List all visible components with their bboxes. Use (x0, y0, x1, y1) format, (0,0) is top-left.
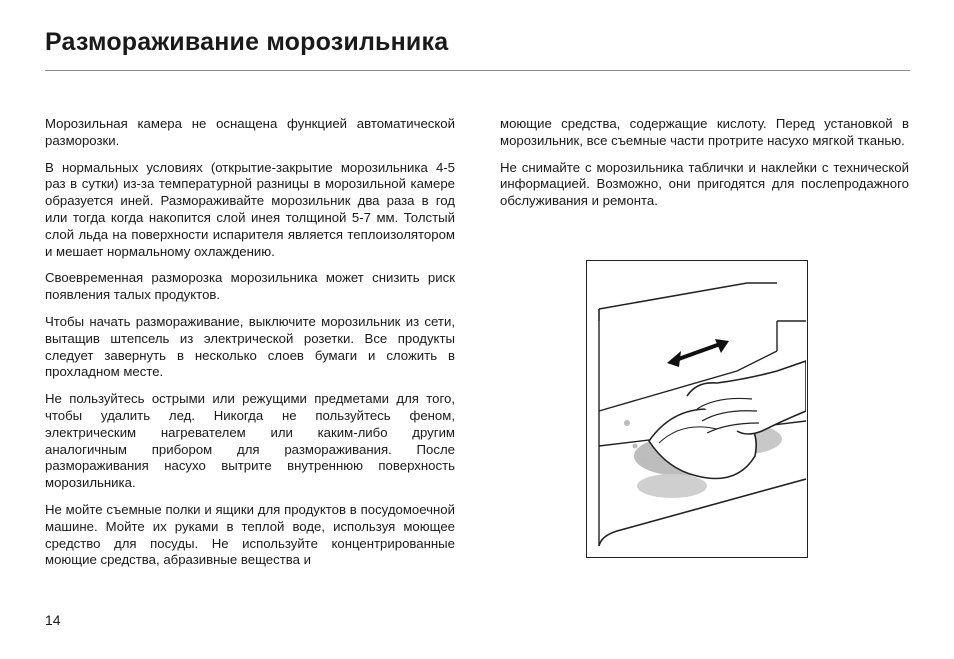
paragraph: Не мойте съемные полки и ящики для продуктов в посудомоечной машине. Мойте их руками в теплой воде, используя моющее средство для посуды. Не используйте концентрированные моющие средства, абразивные вещества и (45, 501, 455, 568)
page-title: Размораживание морозильника (45, 28, 449, 56)
paragraph: Не пользуйтесь острыми или режущими предметами для того, чтобы удалить лед. Никогда не пользуйтесь феном, электрическим нагревателем или каким-либо другим аналогичным прибором для размораживания. После размораживания насухо вытрите внутреннюю поверхность морозильника. (45, 391, 455, 491)
page-number: 14 (45, 612, 61, 628)
paragraph: моющие средства, содержащие кислоту. Перед установкой в морозильник, все съемные части протрите насухо мягкой тканью. (500, 116, 909, 148)
paragraph: Морозильная камера не оснащена функцией автоматической разморозки. (45, 116, 455, 148)
paragraph: Своевременная разморозка морозильника может снизить риск появления талых продуктов. (45, 270, 455, 303)
left-column (45, 116, 455, 579)
paragraph: Не снимайте с морозильника таблички и наклейки с технической информацией. Возможно, они пригодятся для послепродажного обслуживания и ремонта. (500, 159, 909, 209)
right-column (500, 116, 909, 220)
paragraph: В нормальных условиях (открытие-закрытие морозильника 4-5 раз в сутки) из-за температурной разницы в морозильной камере образуется иней. Размораживайте морозильник два раза в год или тогда когда накопится слой инея толщиной 5-7 мм. Толстый слой льда на поверхности испарителя является теплоизолятором и мешает нормальному охлаждению. (45, 159, 455, 259)
hand-wiping-freezer-icon (586, 260, 808, 558)
title-divider (45, 70, 910, 71)
paragraph: Чтобы начать размораживание, выключите морозильник из сети, вытащив штепсель из электрической розетки. Все продукты следует завернуть в несколько слоев бумаги и сложить в прохладном месте. (45, 313, 455, 380)
